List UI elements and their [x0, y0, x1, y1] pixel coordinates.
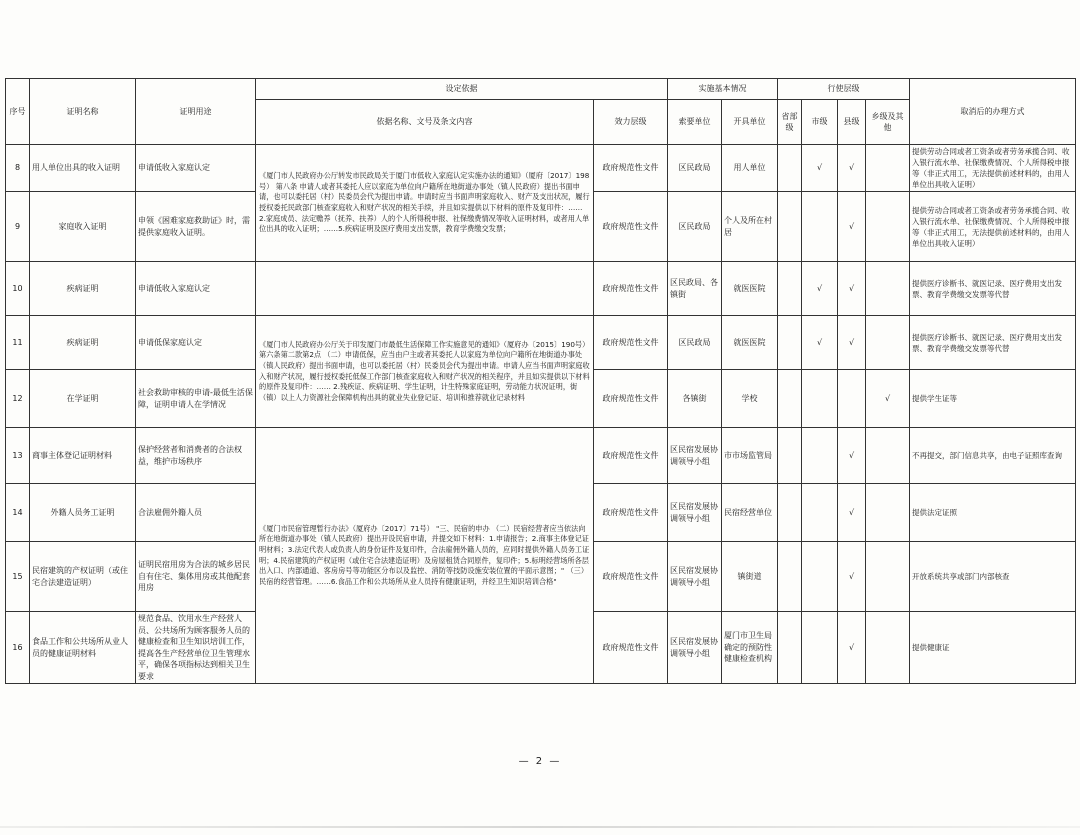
row-effect: 政府规范性文件	[594, 484, 668, 542]
row-issuer: 学校	[722, 370, 778, 428]
row-seq: 13	[6, 428, 30, 484]
row-use: 申请低收入家庭认定	[136, 145, 256, 192]
scan-artifact	[0, 826, 1080, 828]
row-county	[838, 370, 866, 428]
row-seq: 14	[6, 484, 30, 542]
row-city	[802, 428, 838, 484]
row-city	[802, 370, 838, 428]
row-dept: 区民宿发展协调领导小组	[668, 542, 722, 612]
row-use: 规范食品、饮用水生产经营人员、公共场所为顾客服务人员的健康检查和卫生知识培训工作，提高各生产经营单位卫生管理水平，确保各项指标达到相关卫生要求	[136, 612, 256, 684]
row-name: 外籍人员务工证明	[30, 484, 136, 542]
row-ministry	[778, 316, 802, 370]
row-effect: 政府规范性文件	[594, 192, 668, 262]
row-township: √	[866, 370, 910, 428]
header-township: 乡级及其他	[866, 100, 910, 145]
header-level-group: 行使层级	[778, 79, 910, 100]
row-name: 疾病证明	[30, 316, 136, 370]
row-issuer: 厦门市卫生局确定的预防性健康检查机构	[722, 612, 778, 684]
row-issuer: 民宿经营单位	[722, 484, 778, 542]
page-number: — 2 —	[518, 756, 562, 767]
row-city	[802, 612, 838, 684]
row-township	[866, 428, 910, 484]
row-issuer: 个人及所在村居	[722, 192, 778, 262]
row-use: 证明民宿用房为合法的城乡居民自有住宅、集体用房或其他配套用房	[136, 542, 256, 612]
row-dept: 区民政局	[668, 316, 722, 370]
row-after: 提供健康证	[910, 612, 1076, 684]
header-name: 证明名称	[30, 79, 136, 145]
header-basis-group: 设定依据	[256, 79, 668, 100]
header-seq: 序号	[6, 79, 30, 145]
row-use: 保护经营者和消费者的合法权益，维护市场秩序	[136, 428, 256, 484]
header-city: 市级	[802, 100, 838, 145]
row-city	[802, 542, 838, 612]
row-township	[866, 316, 910, 370]
row-ministry	[778, 145, 802, 192]
row-dept: 区民宿发展协调领导小组	[668, 428, 722, 484]
certificate-table	[5, 78, 1076, 684]
header-basis-doc: 依据名称、文号及条文内容	[256, 100, 594, 145]
header-use: 证明用途	[136, 79, 256, 145]
row-effect: 政府规范性文件	[594, 262, 668, 316]
row-seq: 12	[6, 370, 30, 428]
row-effect: 政府规范性文件	[594, 370, 668, 428]
row-township	[866, 484, 910, 542]
row-seq: 10	[6, 262, 30, 316]
row-township	[866, 542, 910, 612]
row-county: √	[838, 612, 866, 684]
row-after: 提供医疗诊断书、就医记录、医疗费用支出发票、教育学费缴交发票等代替	[910, 262, 1076, 316]
row-effect: 政府规范性文件	[594, 542, 668, 612]
row-use: 申领《困难家庭救助证》时，需提供家庭收入证明。	[136, 192, 256, 262]
basis-empty	[256, 262, 594, 316]
row-township	[866, 192, 910, 262]
row-county: √	[838, 542, 866, 612]
row-city: √	[802, 316, 838, 370]
row-issuer: 就医医院	[722, 262, 778, 316]
row-name: 民宿建筑的产权证明（或住宅合法建造证明）	[30, 542, 136, 612]
row-township	[866, 262, 910, 316]
header-impl-group: 实施基本情况	[668, 79, 778, 100]
row-name: 疾病证明	[30, 262, 136, 316]
row-name: 用人单位出具的收入证明	[30, 145, 136, 192]
row-dept: 区民政局	[668, 145, 722, 192]
row-name: 家庭收入证明	[30, 192, 136, 262]
table-row	[6, 316, 1076, 370]
row-city	[802, 192, 838, 262]
row-after: 提供医疗诊断书、就医记录、医疗费用支出发票、教育学费缴交发票等代替	[910, 316, 1076, 370]
basis-homestay: 《厦门市民宿管理暂行办法》（厦府办〔2017〕71号） "三、民宿的申办 （二）民宿经营者应当依法向所在地街道办事处（镇人民政府）提出开设民宿申请，并提交如下材料：1.申请报告；2.商事主体登记证明材料；3.法定代表人或负责人的身份证件及复印件，合法雇佣外籍人员的，应同时提供外籍人员务工证明；4.民宿建筑的产权证明（或住宅合法建造证明）及房屋租赁合同原件，复印件；5.标明经营场所各层出入口、内部通道、客房房号等功能区分布以及监控、消防等技防设施安装位置的平面示意图；" （三）民宿的经营管理。……6.食品工作和公共场所从业人员持有健康证明，并经卫生知识培训合格"	[256, 428, 594, 684]
header-county: 县级	[838, 100, 866, 145]
row-after: 不再提交，部门信息共享，由电子证照库查询	[910, 428, 1076, 484]
header-ministry: 省部级	[778, 100, 802, 145]
row-seq: 8	[6, 145, 30, 192]
row-county: √	[838, 316, 866, 370]
row-township	[866, 145, 910, 192]
row-ministry	[778, 370, 802, 428]
row-seq: 16	[6, 612, 30, 684]
row-name: 食品工作和公共场所从业人员的健康证明材料	[30, 612, 136, 684]
row-effect: 政府规范性文件	[594, 428, 668, 484]
row-use: 申请低保家庭认定	[136, 316, 256, 370]
row-seq: 15	[6, 542, 30, 612]
row-ministry	[778, 542, 802, 612]
row-city: √	[802, 145, 838, 192]
table-row	[6, 262, 1076, 316]
row-after: 开放系统共享或部门内部核查	[910, 542, 1076, 612]
document-table-container	[5, 78, 1075, 684]
header-issuer: 开具单位	[722, 100, 778, 145]
row-dept: 区民政局、各镇街	[668, 262, 722, 316]
row-use: 社会救助审核的申请-最低生活保障，证明申请人在学情况	[136, 370, 256, 428]
row-seq: 9	[6, 192, 30, 262]
row-city: √	[802, 262, 838, 316]
row-after: 提供学生证等	[910, 370, 1076, 428]
row-ministry	[778, 192, 802, 262]
row-dept: 各镇街	[668, 370, 722, 428]
basis-low-guarantee: 《厦门市人民政府办公厅关于印发厦门市最低生活保障工作实施意见的通知》（厦府办〔2015〕190号）第六条第二款第2点 （二）申请低保，应当由户主或者其委托人以家庭为单位向户籍所在地街道办事处（镇人民政府）提出书面申请，也可以委托居（村）民委员会代为提出申请。申请人应当书面声明家庭收入和财产状况，履行授权委托低保工作部门核查家庭收入和财产状况的相关程序，并且如实提供以下材料的原件及复印件：…… 2.残疾证、疾病证明、学生证明，计生特殊家庭证明，劳动能力状况证明，街（镇）以上人力资源社会保障机构出具的就业失业登记证、培训和推荐就业记录材料	[256, 316, 594, 428]
row-issuer: 就医医院	[722, 316, 778, 370]
row-county: √	[838, 484, 866, 542]
table-row	[6, 145, 1076, 192]
row-county: √	[838, 145, 866, 192]
row-dept: 区民宿发展协调领导小组	[668, 484, 722, 542]
row-issuer: 镇街道	[722, 542, 778, 612]
table-row	[6, 428, 1076, 484]
row-seq: 11	[6, 316, 30, 370]
row-issuer: 市市场监管局	[722, 428, 778, 484]
row-dept: 区民宿发展协调领导小组	[668, 612, 722, 684]
row-county: √	[838, 262, 866, 316]
row-use: 申请低收入家庭认定	[136, 262, 256, 316]
basis-low-income: 《厦门市人民政府办公厅转发市民政局关于厦门市低收入家庭认定实施办法的通知》（厦府〔2017〕198号） 第八条 申请人或者其委托人应以家庭为单位向户籍所在地街道办事处（镇人民政府）提出书面申请，也可以委托居（村）民委员会代为提出申请。申请时应当书面声明家庭收入、财产及支出状况，履行授权委托民政部门核查家庭收入和财产状况的相关手续，并且如实提供以下材料的原件及复印件：…… 2.家庭成员、法定赡养（抚养、扶养）人的个人所得税申报、社保缴费情况等收入证明材料，或者用人单位出具的收入证明；……5.疾病证明及医疗费用支出发票，教育学费缴交发票；	[256, 145, 594, 262]
row-ministry	[778, 612, 802, 684]
row-dept: 区民政局	[668, 192, 722, 262]
row-use: 合法雇佣外籍人员	[136, 484, 256, 542]
row-township	[866, 612, 910, 684]
row-after: 提供劳动合同或者工资条或者劳务承揽合同、收入银行流水单、社保缴费情况、个人所得税申报等（非正式用工，无法提供前述材料的，由用人单位出具收入证明）	[910, 192, 1076, 262]
row-effect: 政府规范性文件	[594, 316, 668, 370]
row-county: √	[838, 192, 866, 262]
row-after: 提供法定证照	[910, 484, 1076, 542]
row-effect: 政府规范性文件	[594, 612, 668, 684]
header-dept: 索要单位	[668, 100, 722, 145]
header-after: 取消后的办理方式	[910, 79, 1076, 145]
row-ministry	[778, 484, 802, 542]
row-name: 商事主体登记证明材料	[30, 428, 136, 484]
row-name: 在学证明	[30, 370, 136, 428]
row-issuer: 用人单位	[722, 145, 778, 192]
header-effect: 效力层级	[594, 100, 668, 145]
row-after: 提供劳动合同或者工资条或者劳务承揽合同、收入银行流水单、社保缴费情况、个人所得税申报等（非正式用工，无法提供前述材料的，由用人单位出具收入证明）	[910, 145, 1076, 192]
row-city	[802, 484, 838, 542]
row-ministry	[778, 262, 802, 316]
row-county: √	[838, 428, 866, 484]
row-ministry	[778, 428, 802, 484]
row-effect: 政府规范性文件	[594, 145, 668, 192]
